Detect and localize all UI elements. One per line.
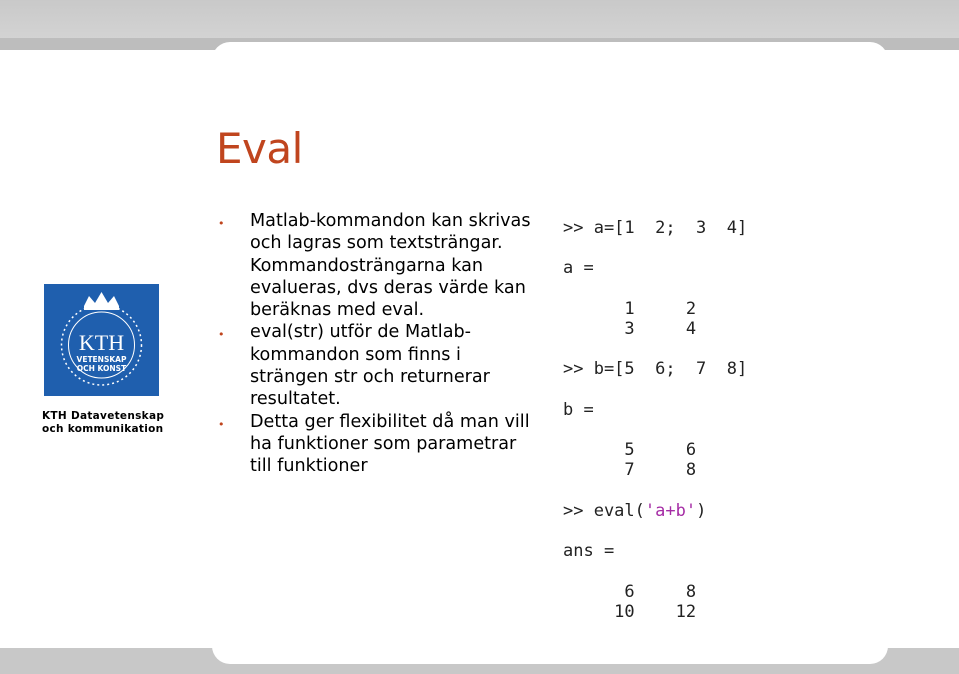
svg-text:VETENSKAP: VETENSKAP: [76, 355, 127, 364]
eval-close: ): [696, 500, 707, 521]
code-line: [563, 420, 747, 440]
kth-crest-icon: [44, 284, 159, 396]
code-line: 3 4: [563, 319, 697, 340]
code-line: 1 2: [563, 298, 697, 319]
code-line: 6 8: [563, 581, 697, 602]
slide-title: Eval: [216, 124, 303, 173]
svg-text:KTH: KTH: [78, 330, 125, 355]
eval-string-argument: 'a+b': [644, 500, 697, 521]
eval-call: >> eval(: [563, 500, 645, 521]
bullet-item: [220, 411, 540, 478]
code-line: 5 6: [563, 440, 697, 461]
bullet-text: Detta ger flexibilitet då man vill ha funktioner som parametrar till funktioner: [250, 411, 530, 477]
code-line: [563, 339, 747, 359]
code-line: [563, 380, 747, 400]
code-line: >> a=[1 2; 3 4]: [563, 218, 748, 238]
code-line: a =: [563, 258, 594, 279]
code-line: [563, 561, 747, 581]
caption-line-1: KTH Datavetenskap: [42, 410, 165, 422]
code-line-eval: [563, 501, 747, 521]
bullet-icon: •: [218, 328, 225, 342]
code-line: b =: [563, 399, 594, 420]
code-line: [563, 279, 747, 299]
bullet-text: Matlab-kommandon kan skrivas och lagras som textsträngar. Kommandosträngarna kan evalueras, dvs deras värde kan beräknas med eval.: [250, 211, 531, 321]
code-line: [563, 481, 747, 501]
bullet-list: [220, 210, 540, 478]
bullet-icon: •: [218, 217, 225, 230]
code-line: 10 12: [563, 601, 697, 622]
code-line: [563, 238, 747, 258]
department-caption: [42, 410, 167, 436]
code-line: ans =: [563, 541, 615, 562]
svg-text:OCH KONST: OCH KONST: [76, 364, 127, 373]
bullet-item: [220, 321, 540, 410]
bullet-item: [220, 210, 540, 321]
code-line: >> b=[5 6; 7 8]: [563, 359, 748, 380]
bullet-text: eval(str) utför de Matlab-kommandon som finns i strängen str och returnerar resultatet.: [250, 322, 490, 410]
matlab-console-output: [563, 218, 747, 622]
code-line: 7 8: [563, 460, 697, 481]
caption-line-2: och kommunikation: [42, 423, 164, 435]
code-line: [563, 521, 747, 541]
bullet-icon: •: [218, 417, 225, 431]
kth-logo: [44, 284, 159, 396]
